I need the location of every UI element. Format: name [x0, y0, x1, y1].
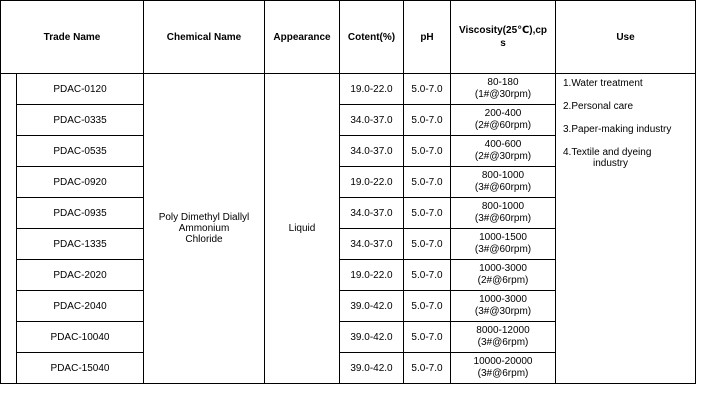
use-item-text: 3.Paper-making industry [563, 124, 672, 135]
ph-cell: 5.0-7.0 [404, 353, 451, 384]
ph-cell: 5.0-7.0 [404, 229, 451, 260]
use-item [563, 147, 695, 169]
viscosity-spindle: (2#@6rpm) [477, 275, 529, 286]
ph-cell: 5.0-7.0 [404, 260, 451, 291]
ph-cell: 5.0-7.0 [404, 167, 451, 198]
viscosity-cell [451, 353, 556, 384]
content-cell: 19.0-22.0 [340, 167, 404, 198]
trade-name-cell: PDAC-0920 [17, 167, 144, 198]
viscosity-range: 1000-3000 [479, 294, 527, 305]
trade-name-cell: PDAC-10040 [17, 322, 144, 353]
content-cell: 34.0-37.0 [340, 105, 404, 136]
header-chemical-name: Chemical Name [144, 1, 265, 74]
trade-name-cell: PDAC-0535 [17, 136, 144, 167]
viscosity-range: 10000-20000 [473, 356, 533, 367]
use-item-text-cont: industry [593, 158, 629, 169]
use-item [563, 124, 695, 135]
trade-name-cell: PDAC-2020 [17, 260, 144, 291]
viscosity-spindle: (3#@30rpm) [474, 306, 532, 317]
use-item-text: 4.Textile and dyeing [563, 147, 652, 158]
use-item [563, 101, 695, 112]
trade-name-cell: PDAC-1335 [17, 229, 144, 260]
use-cell [556, 74, 696, 384]
ph-cell: 5.0-7.0 [404, 105, 451, 136]
trade-name-cell: PDAC-15040 [17, 353, 144, 384]
content-cell: 39.0-42.0 [340, 353, 404, 384]
ph-cell: 5.0-7.0 [404, 198, 451, 229]
viscosity-range: 1000-3000 [479, 263, 527, 274]
header-use: Use [556, 1, 696, 74]
trade-name-cell: PDAC-0335 [17, 105, 144, 136]
viscosity-cell [451, 291, 556, 322]
viscosity-spindle: (3#@6rpm) [477, 337, 529, 348]
header-ph: pH [404, 1, 451, 74]
viscosity-range: 800-1000 [481, 201, 525, 212]
viscosity-cell [451, 260, 556, 291]
ph-cell: 5.0-7.0 [404, 322, 451, 353]
ph-cell: 5.0-7.0 [404, 74, 451, 105]
viscosity-spindle: (3#@6rpm) [477, 368, 529, 379]
trade-name-cell: PDAC-0935 [17, 198, 144, 229]
use-item [563, 78, 695, 89]
chemical-name-cell [144, 74, 265, 384]
viscosity-cell [451, 229, 556, 260]
viscosity-spindle: (1#@30rpm) [474, 89, 532, 100]
viscosity-spindle: (3#@60rpm) [474, 244, 532, 255]
ph-cell: 5.0-7.0 [404, 136, 451, 167]
use-item-text: 2.Personal care [563, 101, 634, 112]
content-cell: 34.0-37.0 [340, 136, 404, 167]
trade-name-cell: PDAC-2040 [17, 291, 144, 322]
ph-cell: 5.0-7.0 [404, 291, 451, 322]
chemical-name-line1: Poly Dimethyl Diallyl [158, 212, 250, 223]
chemical-name-line2: Ammonium [178, 223, 230, 234]
content-cell: 19.0-22.0 [340, 260, 404, 291]
content-cell: 39.0-42.0 [340, 291, 404, 322]
viscosity-cell [451, 74, 556, 105]
viscosity-spindle: (2#@60rpm) [474, 120, 532, 131]
content-cell: 34.0-37.0 [340, 198, 404, 229]
viscosity-spindle: (3#@60rpm) [474, 182, 532, 193]
table-row [1, 74, 696, 105]
header-appearance: Appearance [265, 1, 340, 74]
viscosity-range: 200-400 [484, 108, 522, 119]
viscosity-range: 8000-12000 [476, 325, 530, 336]
use-item-text: 1.Water treatment [563, 78, 643, 89]
viscosity-range: 1000-1500 [479, 232, 527, 243]
header-viscosity-line2: s [500, 38, 506, 49]
viscosity-range: 80-180 [487, 77, 519, 88]
content-cell: 39.0-42.0 [340, 322, 404, 353]
viscosity-range: 400-600 [484, 139, 522, 150]
viscosity-cell [451, 198, 556, 229]
viscosity-cell [451, 167, 556, 198]
viscosity-cell [451, 322, 556, 353]
header-content: Cotent(%) [340, 1, 404, 74]
header-viscosity [451, 1, 556, 74]
viscosity-spindle: (2#@30rpm) [474, 151, 532, 162]
blank-left-column [1, 74, 17, 384]
header-trade-name: Trade Name [1, 1, 144, 74]
viscosity-range: 800-1000 [481, 170, 525, 181]
trade-name-cell: PDAC-0120 [17, 74, 144, 105]
viscosity-cell [451, 105, 556, 136]
content-cell: 34.0-37.0 [340, 229, 404, 260]
viscosity-spindle: (3#@60rpm) [474, 213, 532, 224]
chemical-name-line3: Chloride [185, 234, 223, 245]
header-viscosity-line1: Viscosity(25℃),cp [458, 25, 548, 36]
content-cell: 19.0-22.0 [340, 74, 404, 105]
appearance-cell: Liquid [265, 74, 340, 384]
viscosity-cell [451, 136, 556, 167]
header-row [1, 1, 696, 74]
